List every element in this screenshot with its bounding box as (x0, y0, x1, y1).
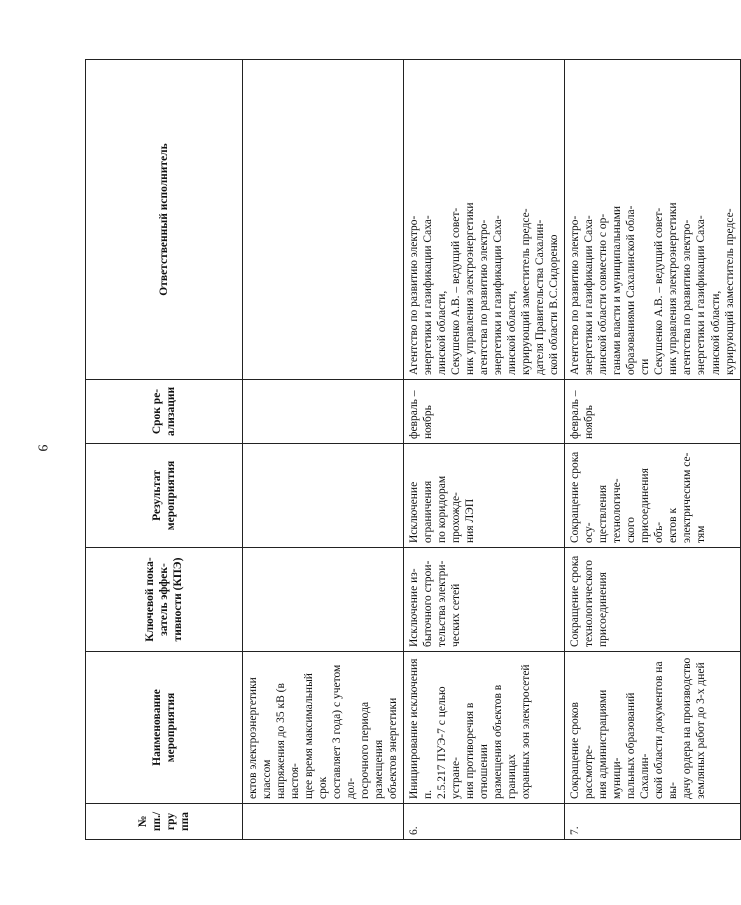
row-term (243, 380, 404, 444)
header-term: Срок ре- ализации (86, 380, 243, 444)
table-row (243, 60, 404, 840)
row-term: февраль – ноябрь (404, 380, 565, 444)
row-term: февраль – ноябрь (565, 380, 740, 444)
row-number: 7. (565, 804, 740, 840)
header-kpi: Ключевой пока- затель эффек- тивности (КПЭ) (86, 548, 243, 652)
header-name: Наименование мероприятия (86, 652, 243, 804)
table-row (565, 60, 740, 840)
page-number: 9 (34, 444, 50, 452)
measures-table (85, 59, 741, 840)
table-header-row (86, 60, 243, 840)
table-row (404, 60, 565, 840)
row-result (243, 444, 404, 548)
row-kpi: Сокращение срока технологического присоединения (565, 548, 740, 652)
header-result: Результат мероприятия (86, 444, 243, 548)
row-number: 6. (404, 804, 565, 840)
row-result: Исключение ограничения по коридорам прохожде- ния ЛЭП (404, 444, 565, 548)
row-result: Сокращение срока осу- ществления технологиче- ского присоединения объ- ектов к электрическим се- тям (565, 444, 740, 548)
rotated-table-container (85, 60, 736, 840)
row-name: Сокращение сроков рассмотре- ния администрациями муници- пальных образований Сахалин- ской области документов на вы- дачу ордера на производство земляных работ до 3-х дней (565, 652, 740, 804)
row-responsible: Агентство по развитию электро- энергетики и газификации Саха- линской области совместно с ор- ганами власти и муниципальными образованиями Сахалинской обла- сти Секушенко А.В. – ведущий совет- ник управления электроэнергетики агентства по развитию электро- энергетики и газификации Саха- линской области, курирующий заместитель предсе- (565, 60, 740, 380)
row-name: Инициирование исключения п. 2.5.217 ПУЭ-7 с целью устране- ния противоречия в отношении размещения объектов в границах охранных зон электросетей (404, 652, 565, 804)
row-responsible: Агентство по развитию электро- энергетики и газификации Саха- линской области, Секушенко А.В. – ведущий совет- ник управления электроэнергетики агентства по развитию электро- энергетики и газификации Саха- линской области, курирующий заместитель предсе- дателя Правительства Сахалин- ской области В.С.Сидоренко (404, 60, 565, 380)
row-kpi (243, 548, 404, 652)
header-number: № пп./ гру ппа (86, 804, 243, 840)
header-responsible: Ответственный исполнитель (86, 60, 243, 380)
row-name: ектов электроэнергетики классом напряжения до 35 кВ (в настоя- щее время максимальный срок составляет 3 года) с учетом дол- госрочного периода размещения объектов энергетики (243, 652, 404, 804)
row-responsible (243, 60, 404, 380)
row-kpi: Исключение из- быточного строи- тельства электри- ческих сетей (404, 548, 565, 652)
row-number (243, 804, 404, 840)
